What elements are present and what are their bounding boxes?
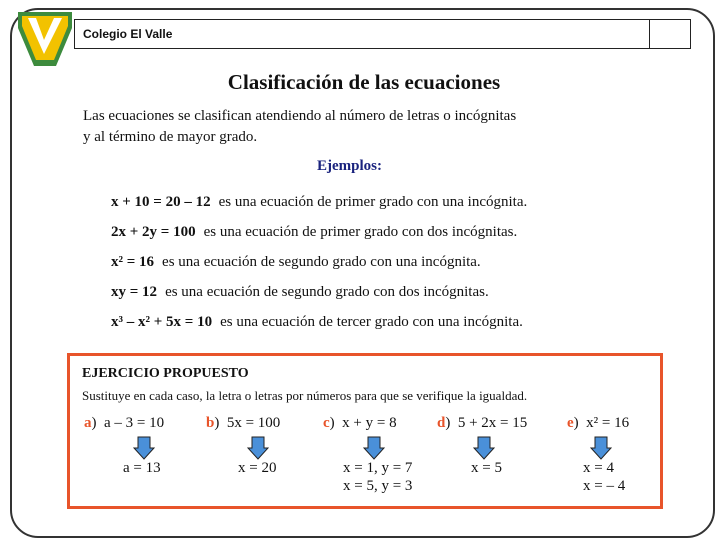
exercise-title: EJERCICIO PROPUESTO	[82, 366, 249, 381]
intro-line-2: y al término de mayor grado.	[83, 129, 258, 145]
example-equation: x² = 16	[111, 254, 155, 270]
exercise-item-d: d) 5 + 2x = 15	[437, 415, 528, 431]
item-equation: 5 + 2x = 15	[457, 415, 528, 431]
page-title: Clasificación de las ecuaciones	[227, 70, 501, 94]
arrow-down-icon	[363, 436, 385, 460]
intro-text	[83, 106, 643, 148]
exercise-item-c: c) x + y = 8	[323, 415, 397, 431]
item-equation: a – 3 = 10	[104, 415, 165, 431]
item-letter: c	[323, 415, 330, 431]
intro-line-1: Las ecuaciones se clasifican atendiendo al número de letras o incógnitas	[83, 108, 517, 124]
exercise-item-a: a) a – 3 = 10	[84, 415, 165, 431]
answer-d: x = 5	[471, 460, 502, 476]
example-description: es una ecuación de tercer grado con una incógnita.	[220, 314, 523, 330]
example-item	[111, 254, 527, 284]
item-letter: a	[84, 415, 92, 431]
example-item	[111, 194, 527, 224]
example-equation: x³ – x² + 5x = 10	[111, 314, 213, 330]
item-equation: x² = 16	[586, 415, 630, 431]
exercise-item-e: e) x² = 16	[567, 415, 630, 431]
answer-b: x = 20	[238, 460, 277, 476]
item-letter: d	[437, 415, 446, 431]
example-equation: x + 10 = 20 – 12	[111, 194, 211, 210]
arrow-down-icon	[133, 436, 155, 460]
arrow-down-icon	[247, 436, 269, 460]
school-logo	[14, 8, 76, 70]
arrow-down-icon	[473, 436, 495, 460]
examples-label: Ejemplos:	[317, 158, 382, 174]
header-divider	[649, 19, 650, 49]
answer-c: x = 1, y = 7 x = 5, y = 3	[343, 460, 413, 494]
example-item	[111, 314, 527, 344]
example-description: es una ecuación de primer grado con dos incógnitas.	[203, 224, 518, 240]
example-item	[111, 284, 527, 314]
item-equation: x + y = 8	[342, 415, 397, 431]
header-bar	[74, 19, 691, 49]
answer-a: a = 13	[123, 460, 161, 476]
arrow-down-icon	[590, 436, 612, 460]
exercise-description: Sustituye en cada caso, la letra o letras por números para que se verifique la igualdad.	[82, 388, 528, 403]
example-description: es una ecuación de segundo grado con una incógnita.	[162, 254, 481, 270]
exercise-box	[67, 353, 663, 509]
example-equation: xy = 12	[111, 284, 158, 300]
item-equation: 5x = 100	[226, 415, 281, 431]
example-item	[111, 224, 527, 254]
item-letter: e	[567, 415, 574, 431]
example-description: es una ecuación de primer grado con una incógnita.	[218, 194, 528, 210]
exercise-item-b: b) 5x = 100	[206, 415, 281, 431]
school-name: Colegio El Valle	[83, 27, 173, 41]
answer-e: x = 4 x = – 4	[583, 460, 626, 494]
item-letter: b	[206, 415, 215, 431]
example-equation: 2x + 2y = 100	[111, 224, 196, 240]
example-description: es una ecuación de segundo grado con dos incógnitas.	[165, 284, 489, 300]
examples-list	[111, 194, 527, 344]
